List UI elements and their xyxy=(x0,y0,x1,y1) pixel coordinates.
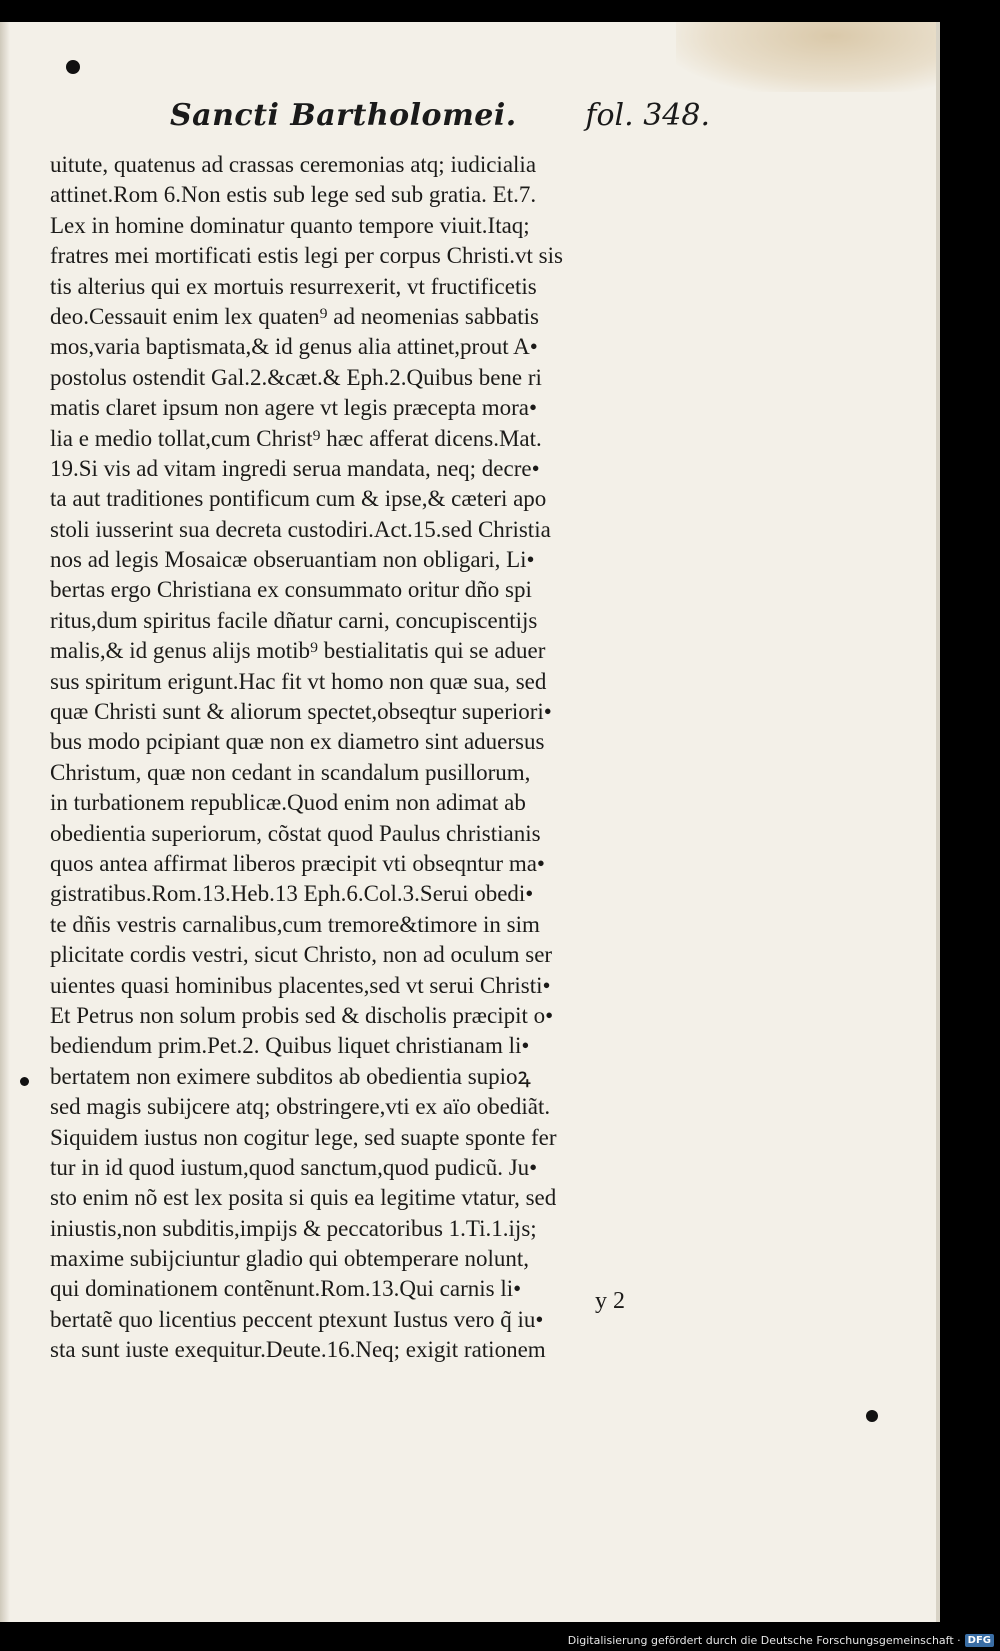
text-line: sto enim nõ est lex posita si quis ea legitime vtatur, sed xyxy=(50,1185,557,1211)
text-line: sta sunt iuste exequitur.Deute.16.Neq; exigit rationem xyxy=(50,1337,546,1363)
text-line: gistratibus.Rom.13.Heb.13 Eph.6.Col.3.Serui obedi• xyxy=(50,881,534,907)
text-line: postolus ostendit Gal.2.&cæt.& Eph.2.Quibus bene ri xyxy=(50,364,542,390)
text-line: Et Petrus non solum probis sed & discholis præcipit o• xyxy=(50,1002,554,1028)
dfg-logo-icon: DFG xyxy=(965,1634,994,1647)
credit-text: Digitalisierung gefördert durch die Deutsche Forschungsgemeinschaft · xyxy=(567,1634,961,1647)
text-line: bus modo pcipiant quæ non ex diametro sint aduersus xyxy=(50,729,545,755)
text-line: quæ Christi sunt & aliorum spectet,obseqtur superiori• xyxy=(50,699,552,725)
text-line: bertatẽ quo licentius peccent ptexunt Iustus vero q̃ iu• xyxy=(50,1306,544,1332)
text-line: bertas ergo Christiana ex consummato oritur dño spi xyxy=(50,577,532,603)
text-line: fratres mei mortificati estis legi per corpus Christi.vt sis xyxy=(50,243,563,269)
text-line: lia e medio tollat,cum Christ⁹ hæc afferat dicens.Mat. xyxy=(50,425,542,451)
ink-spot xyxy=(20,1077,29,1086)
folio-number: fol. 348. xyxy=(585,98,710,133)
text-line: mos,varia baptismata,& id genus alia attinet,prout A• xyxy=(50,334,538,360)
text-line: deo.Cessauit enim lex quaten⁹ ad neomenias sabbatis xyxy=(50,303,539,329)
text-line: obedientia superiorum, cõstat quod Paulus christianis xyxy=(50,820,541,846)
text-line: 19.Si vis ad vitam ingredi serua mandata, neq; decre• xyxy=(50,455,540,481)
text-line: quos antea affirmat liberos præcipit vti obseqntur ma• xyxy=(50,850,545,876)
text-line: stoli iusserint sua decreta custodiri.Act.15.sed Christia xyxy=(50,516,551,542)
text-line: te dñis vestris carnalibus,cum tremore&timore in sim xyxy=(50,911,540,937)
text-line: plicitate cordis vestri, sicut Christo, non ad oculum ser xyxy=(50,942,553,968)
text-line: sus spiritum erigunt.Hac fit vt homo non quæ sua, sed xyxy=(50,668,547,694)
text-line: tis alterius qui ex mortuis resurrexerit, vt fructificetis xyxy=(50,273,537,299)
text-line: qui dominationem contẽnunt.Rom.13.Qui carnis li• xyxy=(50,1276,522,1302)
text-line: uitute, quatenus ad crassas ceremonias atq; iudicialia xyxy=(50,152,537,177)
text-line: attinet.Rom 6.Non estis sub lege sed sub gratia. Et.7. xyxy=(50,182,537,208)
text-line: tur in id quod iustum,quod sanctum,quod pudicũ. Ju• xyxy=(50,1154,538,1180)
ink-spot xyxy=(866,1410,878,1422)
text-line: ta aut traditiones pontificum cum & ipse,& cæteri apo xyxy=(50,486,547,512)
text-line: bediendum prim.Pet.2. Quibus liquet christianam li• xyxy=(50,1033,530,1059)
digitization-credit xyxy=(568,1634,994,1647)
text-line: Christum, quæ non cedant in scandalum pusillorum, xyxy=(50,759,531,785)
text-line: ritus,dum spiritus facile dñatur carni, concupiscentijs xyxy=(50,607,538,633)
text-line: malis,& id genus alijs motib⁹ bestialitatis qui se aduer xyxy=(50,638,546,664)
running-title: Sancti Bartholomei. xyxy=(170,98,517,133)
text-line: Lex in homine dominatur quanto tempore viuit.Itaq; xyxy=(50,212,530,238)
text-line: Siquidem iustus non cogitur lege, sed suapte sponte fer xyxy=(50,1124,557,1150)
text-line: nos ad legis Mosaicæ obseruantiam non obligari, Li• xyxy=(50,547,535,573)
text-line: bertatem non eximere subditos ab obedientia supioꝝ xyxy=(50,1063,531,1089)
running-header xyxy=(170,98,710,148)
text-line: in turbationem republicæ.Quod enim non adimat ab xyxy=(50,790,526,816)
text-line: uientes quasi hominibus placentes,sed vt serui Christi• xyxy=(50,972,551,998)
signature-mark: y 2 xyxy=(595,1288,625,1314)
text-line: matis claret ipsum non agere vt legis præcepta mora• xyxy=(50,395,538,421)
text-line: iniustis,non subditis,impijs & peccatoribus 1.Ti.1.ijs; xyxy=(50,1215,537,1241)
body-text xyxy=(50,150,710,1366)
ink-spot xyxy=(66,60,80,74)
page-stain xyxy=(676,22,936,92)
text-line: sed magis subijcere atq; obstringere,vti ex aïo obediãt. xyxy=(50,1094,551,1120)
text-line: maxime subijciuntur gladio qui obtemperare nolunt, xyxy=(50,1246,530,1272)
